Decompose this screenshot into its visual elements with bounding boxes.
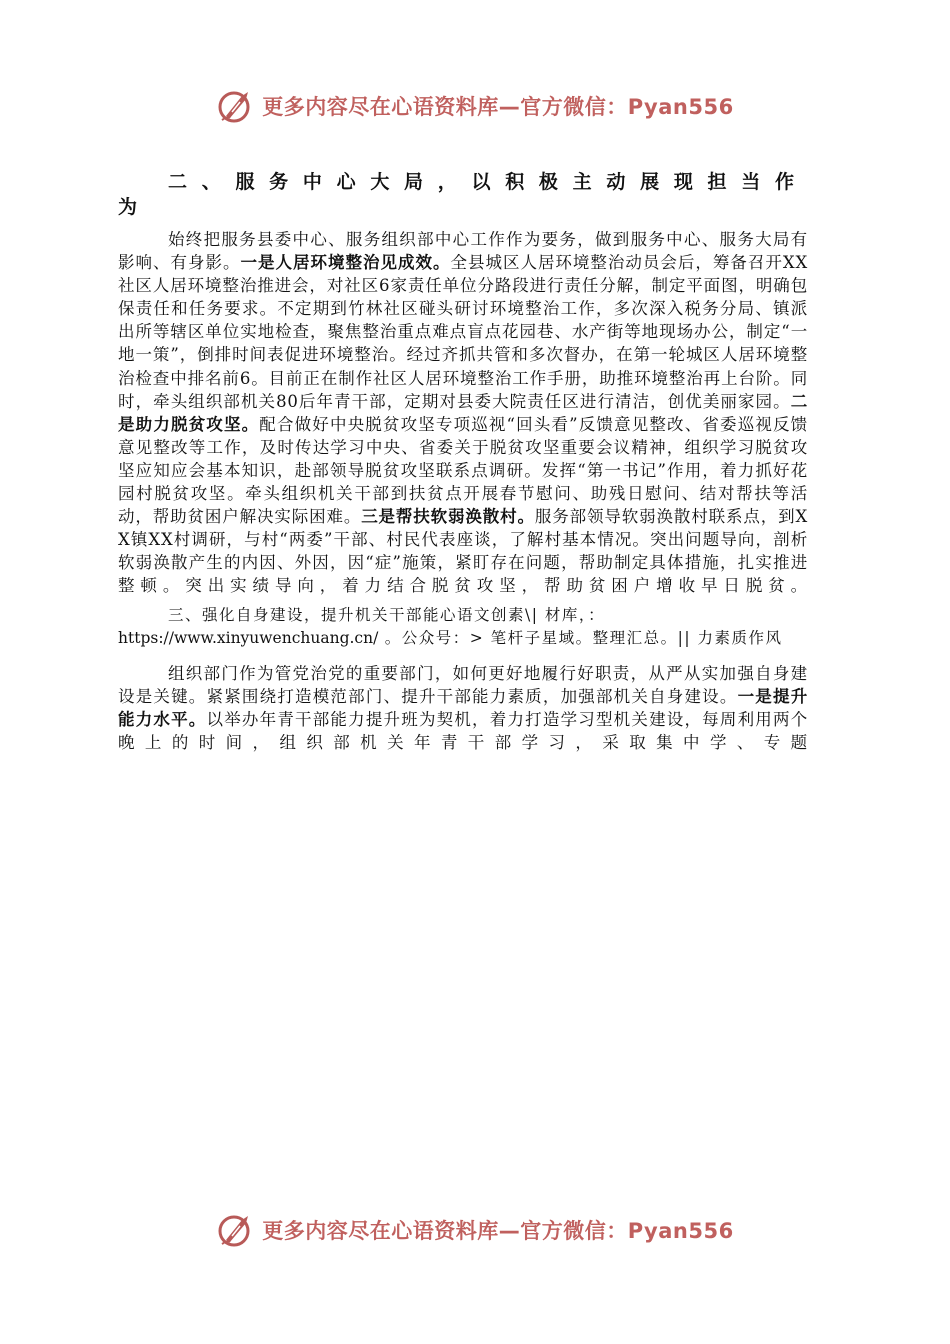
section2-intro: 始终把服务县委中心、服务组织部中心工作作为要务，做到服务中心、服务大局有影响、有身影。: [118, 230, 808, 273]
header-banner: [0, 84, 950, 128]
section3-point-1-text: 以举办年青干部能力提升班为契机，着力打造学习型机关建设，每周利用两个晚上的时间，组织部机关年青干部学习，采取集中学、专题: [118, 709, 808, 752]
section2-paragraph: [118, 228, 808, 598]
point-2-title: 二是助力脱贫攻坚。: [118, 391, 808, 434]
point-2-text: 配合做好中央脱贫攻坚专项巡视“回头看”反馈意见整改、省委巡视反馈意见整改等工作，及时传达学习中央、省委关于脱贫攻坚重要会议精神，组织学习脱贫攻坚应知应会基本知识，赴部领导脱贫攻坚联系点调研。发挥“第一书记”作用，着力抓好花园村脱贫攻坚。牵头组织机关干部到扶贫点开展春节慰问、助残日慰问、结对帮扶等活动，帮助贫困户解决实际困难。: [118, 414, 808, 527]
pen-nib-circle-icon: [216, 86, 256, 126]
section3-heading: [118, 604, 808, 650]
point-3-text: 服务部领导软弱涣散村联系点，到XX镇XX村调研，与村“两委”干部、村民代表座谈，了解村基本情况。突出问题导向，剖析软弱涣散产生的内因、外因，因“症”施策，紧盯存在问题，帮助制定具体措施，扎实推进整顿。突出实绩导向，着力结合脱贫攻坚，帮助贫困户增收早日脱贫。: [118, 507, 809, 596]
section2-heading-text: 二、服务中心大局，以积极主动展现担当作为: [118, 171, 808, 218]
footer-banner: [0, 1208, 950, 1252]
document-body: [118, 170, 808, 762]
section3-heading-a: 三、强化自身建设，提升机关干部能心语文创素\| 材库，：: [168, 605, 606, 624]
point-3-title: 三是帮扶软弱涣散村。: [361, 507, 535, 527]
point-1-title: 一是人居环境整治见成效。: [240, 253, 451, 273]
section3-point-1-title: 一是提升能力水平。: [118, 686, 809, 729]
section2-heading: [118, 170, 808, 220]
banner-text: 更多内容尽在心语资料库—官方微信：Pyan556: [262, 1219, 734, 1243]
section3-intro: 组织部门作为管党治党的重要部门，如何更好地履行好职责，从严从实加强自身建设是关键。紧紧围绕打造模范部门、提升干部能力素质，加强部机关自身建设。: [118, 663, 808, 706]
point-1-text: 全县城区人居环境整治动员会后，筹备召开XX社区人居环境整治推进会，对社区6家责任单位分路段进行责任分解，制定平面图，明确包保责任和任务要求。不定期到竹林社区碰头研讨环境整治工作，多次深入税务分局、镇派出所等辖区单位实地检查，聚焦整治重点难点盲点花园巷、水产街等地现场办公，制定“一地一策”，倒排时间表促进环境整治。经过齐抓共管和多次督办，在第一轮城区人居环境整治检查中排名前6。目前正在制作社区人居环境整治工作手册，助推环境整治再上台阶。同时，牵头组织部机关80后年青干部，定期对县委大院责任区进行清洁，创优美丽家园。: [118, 253, 808, 411]
section3-heading-b: 。公众号：> 笔杆子星域。整理汇总。|| 力素质作风: [384, 628, 783, 647]
website-link[interactable]: https://www.xinyuwenchuang.cn/: [118, 628, 379, 647]
section3-paragraph: [118, 662, 808, 754]
pen-nib-circle-icon: [216, 1210, 256, 1250]
banner-text: 更多内容尽在心语资料库—官方微信：Pyan556: [262, 95, 734, 119]
